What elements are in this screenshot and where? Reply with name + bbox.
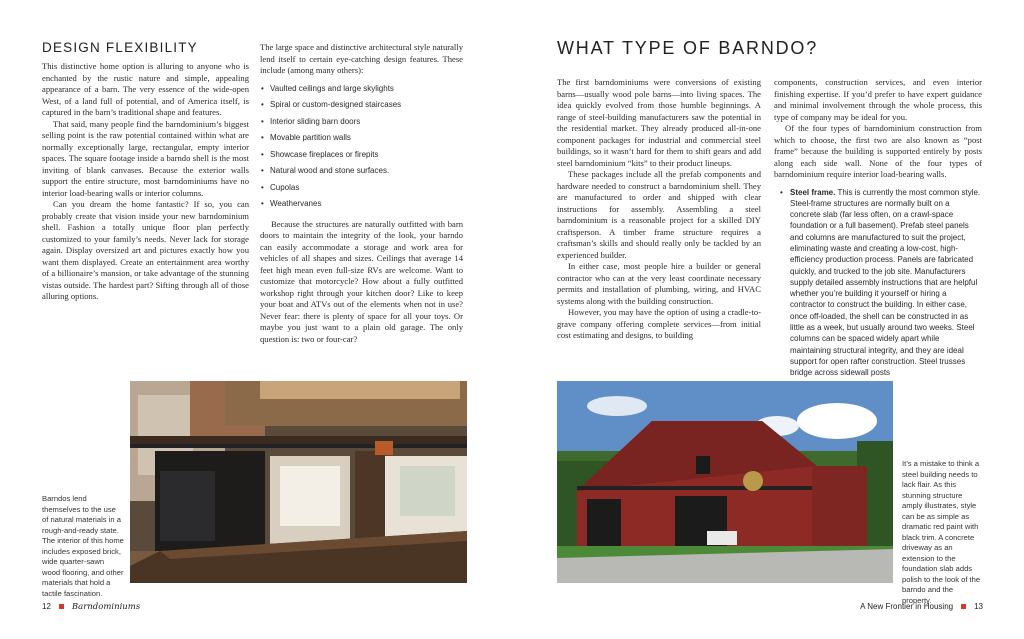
list-item: • Cupolas [260,182,463,199]
paragraph: Of the four types of barndominium construction from which to choose, the first two are also known as “post frame” because the building is supported entirely by posts along each side wall. None of the four types of barndominium require interior load-bearing walls. [774,123,982,179]
interior-photo [130,381,467,583]
red-barn-photo [557,381,893,583]
left-page-heading: DESIGN FLEXIBILITY [42,40,198,55]
left-column-2 [260,42,463,345]
paragraph: The first barndominiums were conversions of existing barns—usually wood pole barns—into living spaces. The idea quickly evolved from those humble beginnings. A range of steel-building manufacturers saw the potential in the residential market. They already produced all-in-one component packages for industrial and commercial steel buildings, so it wasn’t hard for them to shift gears and add steel barndominium “kits” to their product lineups. [557,77,761,168]
book-title: Barndominiums [71,602,141,612]
list-item: • Vaulted ceilings and large skylights [260,83,463,100]
paragraph: Because the structures are naturally outfitted with barn doors to maintain the integrity of the look, your barndo can easily accommodate a storage and work area for vehicles of all shapes and sizes. Ceilings that average 14 feet high mean even full-size RVs are welcome. Want to customize that motorcycle? How about a fully outfitted workshop right through your kitchen door? Like to keep your boat and ATVs out of the elements when not in use? Never fear: there is plenty of space for all your toys. Or maybe you just want to a plain old garage. The only question is: two or four-car? [260,218,463,344]
paragraph: components, construction services, and even interior finishing expertise. If you’d prefer to have expert guidance and minimal involvement through the whole process, this type of company may be ideal for you. [774,77,982,122]
left-footer [42,602,140,612]
paragraph: That said, many people find the barndominium’s biggest selling point is the raw potential contained within what are normally exceptionally large, rectangular, empty interior spaces. The square footage inside a barndo shell is the most inviting of blank canvases. Because the exterior walls support the entire structure, most barndominiums have no interior load-bearing walls or interior columns. [42,118,249,198]
paragraph: However, you may have the option of using a cradle-to-grave company offering complete services—from initial cost estimating and designs, to building [557,307,761,340]
left-column-1 [42,61,249,303]
right-photo-caption: It’s a mistake to think a steel building needs to lack flair. As this stunning structure amply illustrates, style can be as simple as dramatic red paint with black trim. A concrete driveway as an extension to the foundation slab adds polish to the look of the barndo and the property. [902,459,981,605]
red-barn-photo-illustration [557,381,893,583]
left-photo-caption: Barndos lend themselves to the use of natural materials in a rough-and-ready state. The interior of this home includes exposed brick, wide quarter-sawn wood flooring, and other materials that hold a tactile fascination. [42,494,124,598]
page-number: 13 [974,602,983,611]
square-bullet-icon [961,604,966,609]
list-item: • Spiral or custom-designed staircases [260,99,463,116]
feature-list [260,83,463,215]
list-item: • Interior sliding barn doors [260,116,463,133]
right-column-1 [557,77,761,342]
running-head: A New Frontier in Housing [860,602,954,611]
bullet-title: Steel frame. [790,187,836,197]
page-number: 12 [42,602,51,611]
bullet-icon: • [780,187,783,197]
paragraph: This distinctive home option is alluring to anyone who is enchanted by the rustic nature and simple, appealing appearance of a barn. The very essence of the wide-open West, of a land full of potential, and of America itself, is captured in the barn’s traditional shape and features. [42,61,249,117]
list-item: • Showcase fireplaces or firepits [260,149,463,166]
right-page-heading: WHAT TYPE OF BARNDO? [557,38,819,58]
paragraph: These packages include all the prefab components and hardware needed to construct a barndominium shell. They are manufactured to order and shipped with clear instructions for assembly. Assembling a steel barndominium is a reasonable project for a skilled DIY craftsperson. A timber frame structure requires a craftsman’s skills and should really only be tackled by an experienced builder. [557,169,761,260]
paragraph: Can you dream the home fantastic? If so, you can probably create that vision inside your new barndominium shell. Fashion a totally unique floor plan perfectly customized to your family’s needs. Never lack for storage again. Display oversized art and pictures exactly how you want them displayed. Create an entertainment area worthy of a billionaire’s mansion, or take advantage of the stunning vistas outside. The hardest part? Sifting through all of those alluring options. [42,199,249,301]
right-column-2 [774,77,982,379]
steel-frame-bullet [774,187,982,379]
paragraph: In either case, most people hire a builder or general contractor who can at the very least coordinate necessary permits and installation of plumbing, wiring, and HVAC systems along with the building construction. [557,261,761,306]
right-footer [853,602,983,611]
paragraph: The large space and distinctive architectural style naturally lend itself to certain eye-catching design features. These include (among many others): [260,42,463,75]
bullet-text: This is currently the most common style. Steel-frame structures are normally built on a concrete slab (far less often, on a crawl-space foundation or a full basement). Prefab steel panels and columns are manufactured to suit the project, eliminating waste and creating a low-cost, high-efficiency production process. Panels are fabricated quickly, and trucked to the job site. Manufacturers supply detailed assembly instructions that are helpful whether you’re building it yourself or hiring a contractor to construct the building. In either case, once off-loaded, the shell can be constructed in as little as a week, but usually around two weeks. Steel columns can be spaced widely apart while maintaining structural integrity, and they are ideal support for open rafter construction. Steel trusses bridge across sidewall posts [790,187,981,378]
interior-photo-illustration [130,381,467,583]
list-item: • Movable partition walls [260,132,463,149]
square-bullet-icon [59,604,64,609]
list-item: • Natural wood and stone surfaces. [260,165,463,182]
list-item: • Weathervanes [260,198,463,215]
